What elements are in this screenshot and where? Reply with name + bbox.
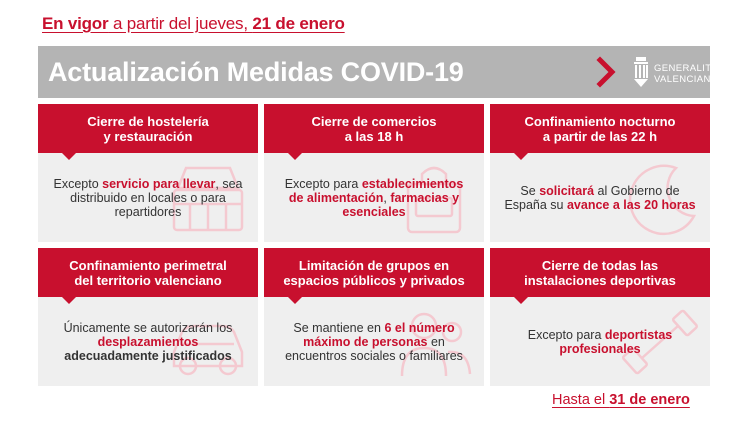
text-highlight: 6 el número máximo de personas (303, 320, 455, 349)
card-text (264, 177, 484, 219)
card-body (490, 153, 710, 242)
card-hosteleria (38, 104, 258, 242)
chevron-right-icon (594, 56, 618, 88)
text-normal: en encuentros sociales o familiares (285, 334, 463, 363)
text-bold: adecuadamente justificados (64, 348, 232, 363)
card-text (264, 321, 484, 363)
start-date: 21 de enero (252, 14, 345, 33)
end-date-line (552, 392, 690, 408)
card-title: Confinamiento nocturno a partir de las 22 h (524, 113, 676, 144)
card-title: Limitación de grupos en espacios públicos y privados (283, 257, 465, 288)
card-title: Cierre de comercios a las 18 h (311, 113, 437, 144)
text-normal: Excepto para (527, 327, 605, 342)
card-confinamiento-nocturno (490, 104, 710, 242)
card-text (490, 184, 710, 212)
card-text (490, 328, 710, 356)
card-body (264, 297, 484, 386)
text-normal: , sea distribuido en locales o para repartidores (70, 176, 243, 219)
card-body (38, 153, 258, 242)
text-normal: , (383, 190, 391, 205)
text-highlight: desplazamientos (97, 334, 199, 349)
text-normal: Excepto para (284, 176, 362, 191)
card-title: Cierre de todas las instalaciones deportivas (524, 257, 676, 288)
card-title: Cierre de hostelería y restauración (87, 113, 209, 144)
card-body (490, 297, 710, 386)
text-highlight: establecimientos de alimentación (288, 176, 464, 205)
card-title: Confinamiento perimetral del territorio valenciano (69, 257, 227, 288)
card-header (38, 104, 258, 153)
text-normal: Se mantiene en (293, 320, 385, 335)
card-comercios (264, 104, 484, 242)
generalitat-logo (632, 52, 723, 92)
logo-line-2: VALENCIANA (654, 74, 718, 85)
text-highlight: avance a las 20 horas (566, 197, 696, 212)
page-title: Actualización Medidas COVID-19 (48, 56, 464, 87)
text-highlight: deportistas profesionales (559, 327, 673, 356)
card-header (490, 248, 710, 297)
text-normal: al Gobierno de España su (504, 183, 680, 212)
card-header (490, 104, 710, 153)
logo-line-1: GENERALITAT (654, 63, 723, 74)
text-highlight: solicitará (539, 183, 595, 198)
title-banner (38, 46, 723, 98)
card-body (264, 153, 484, 242)
card-limitacion-grupos (264, 248, 484, 386)
text-normal: Únicamente se autorizarán los (63, 320, 233, 335)
end-date: 31 de enero (609, 392, 690, 408)
en-vigor-label: En vigor (42, 14, 109, 33)
logo-text (654, 63, 723, 85)
card-body (38, 297, 258, 386)
text-highlight: farmacias y esenciales (342, 190, 460, 219)
text-normal: Se (520, 183, 540, 198)
card-text (38, 321, 258, 363)
card-header (264, 248, 484, 297)
hasta-label: Hasta el (552, 392, 610, 408)
coat-of-arms-icon (632, 56, 650, 88)
text-normal: Excepto (53, 176, 103, 191)
card-text (38, 177, 258, 219)
card-header (264, 104, 484, 153)
card-header (38, 248, 258, 297)
a-partir-label: a partir del jueves, (108, 14, 253, 33)
text-highlight: servicio para llevar (102, 176, 216, 191)
card-confinamiento-perimetral (38, 248, 258, 386)
effective-date-line (42, 14, 345, 34)
card-instalaciones-deportivas (490, 248, 710, 386)
